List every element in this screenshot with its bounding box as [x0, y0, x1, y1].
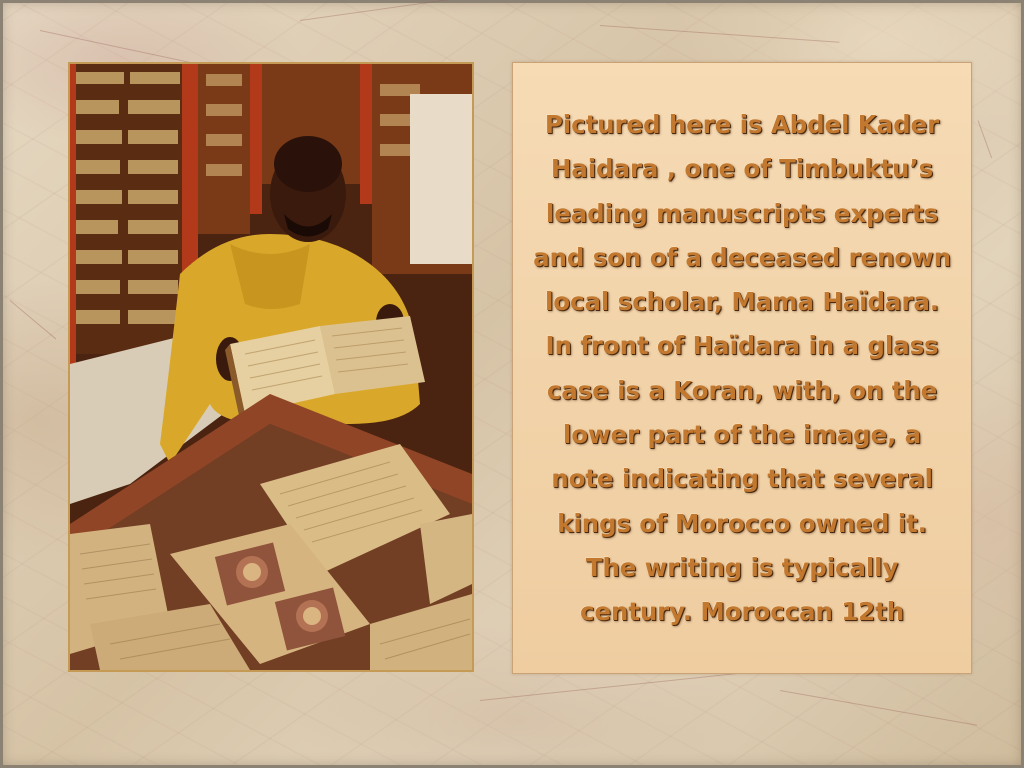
caption-line: In front of Haïdara in a glass — [545, 331, 939, 361]
caption-text — [521, 103, 963, 635]
caption-line: and son of a deceased renown — [533, 242, 951, 272]
marble-vein — [600, 25, 839, 43]
caption-line: century. Moroccan 12th — [579, 597, 905, 627]
marble-vein — [10, 300, 57, 339]
caption-line: The writing is typically — [585, 552, 899, 582]
marble-vein — [300, 0, 478, 21]
caption-line: case is a Koran, with, on the — [546, 375, 938, 405]
caption-line: leading manuscripts experts — [545, 198, 939, 228]
marble-vein — [780, 690, 977, 726]
caption-line: Haidara , one of Timbuktu’s — [550, 154, 934, 184]
caption-line: local scholar, Mama Haïdara. — [545, 287, 939, 317]
caption-line: kings of Morocco owned it. — [557, 508, 927, 538]
marble-vein — [480, 673, 739, 701]
caption-panel — [512, 62, 972, 674]
caption-line: note indicating that several — [551, 464, 933, 494]
marble-vein — [978, 120, 993, 158]
caption-line: lower part of the image, a — [562, 420, 922, 450]
caption-line: Pictured here is Abdel Kader — [544, 110, 940, 139]
manuscript-photo — [68, 62, 474, 672]
